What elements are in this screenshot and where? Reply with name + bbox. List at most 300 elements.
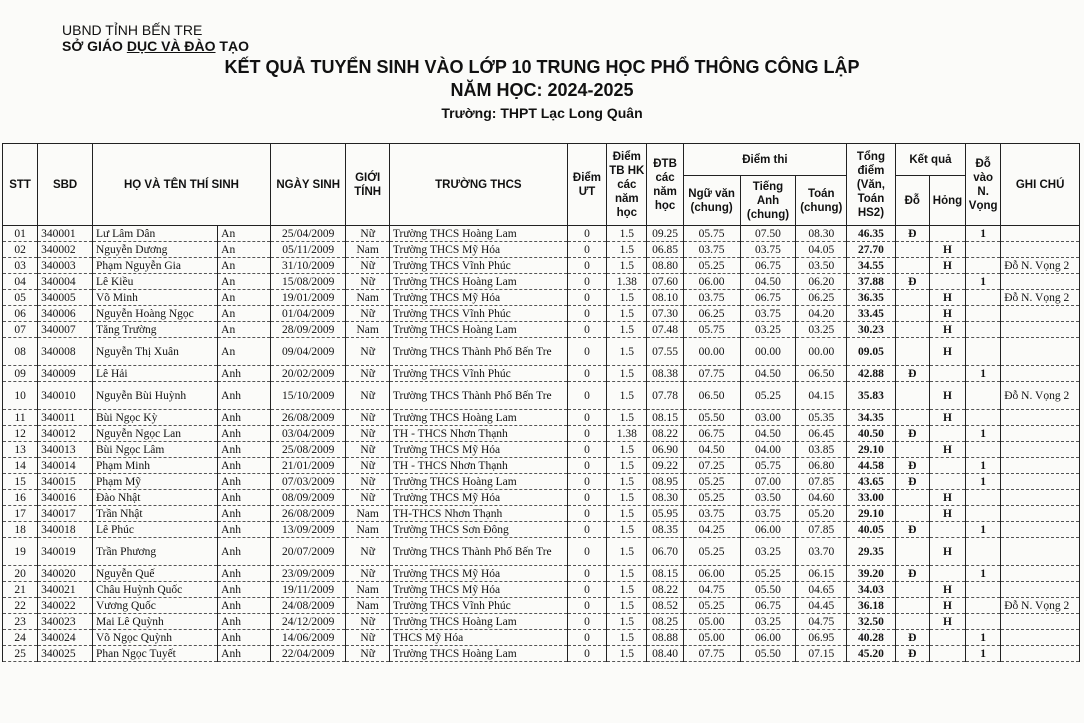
cell-van: 06.00 — [683, 274, 740, 290]
table-row — [3, 490, 1080, 506]
table-row — [3, 382, 1080, 410]
cell-dtb: 07.55 — [647, 338, 683, 366]
cell-ut: 0 — [567, 426, 606, 442]
cell-gender: Nữ — [346, 410, 389, 426]
cell-ten: Anh — [218, 490, 271, 506]
cell-nv — [966, 582, 1001, 598]
cell-school: Trường THCS Mỹ Hóa — [389, 566, 567, 582]
cell-ghichu — [1001, 274, 1080, 290]
cell-toan: 06.50 — [796, 366, 847, 382]
cell-dob: 13/09/2009 — [270, 522, 346, 538]
cell-ten: An — [218, 242, 271, 258]
cell-sbd: 340003 — [38, 258, 93, 274]
cell-school: Trường THCS Vĩnh Phúc — [389, 598, 567, 614]
table-row — [3, 226, 1080, 242]
cell-ghichu: Đỗ N. Vọng 2 — [1001, 258, 1080, 274]
cell-ho: Nguyễn Bùi Huỳnh — [93, 382, 218, 410]
cell-school: Trường THCS Vĩnh Phúc — [389, 366, 567, 382]
cell-sbd: 340013 — [38, 442, 93, 458]
cell-ten: Anh — [218, 426, 271, 442]
cell-hong — [929, 566, 965, 582]
cell-tbhk: 1.5 — [607, 226, 647, 242]
table-row — [3, 506, 1080, 522]
cell-stt: 17 — [3, 506, 38, 522]
cell-ut: 0 — [567, 506, 606, 522]
cell-tong: 34.35 — [847, 410, 896, 426]
cell-ten: Anh — [218, 598, 271, 614]
cell-gender: Nữ — [346, 366, 389, 382]
cell-ut: 0 — [567, 226, 606, 242]
cell-hong: H — [929, 538, 965, 566]
cell-tbhk: 1.5 — [607, 338, 647, 366]
cell-do — [895, 322, 929, 338]
cell-anh: 03.25 — [740, 538, 796, 566]
cell-ten: An — [218, 274, 271, 290]
cell-van: 05.75 — [683, 322, 740, 338]
cell-ho: Lê Phúc — [93, 522, 218, 538]
cell-ut: 0 — [567, 322, 606, 338]
cell-do — [895, 306, 929, 322]
cell-tbhk: 1.5 — [607, 366, 647, 382]
cell-sbd: 340001 — [38, 226, 93, 242]
cell-dtb: 08.10 — [647, 290, 683, 306]
cell-hong: H — [929, 582, 965, 598]
cell-school: Trường THCS Hoàng Lam — [389, 322, 567, 338]
cell-school: Trường THCS Mỹ Hóa — [389, 490, 567, 506]
cell-dob: 19/11/2009 — [270, 582, 346, 598]
cell-anh: 03.25 — [740, 322, 796, 338]
cell-sbd: 340009 — [38, 366, 93, 382]
cell-do — [895, 382, 929, 410]
cell-gender: Nam — [346, 598, 389, 614]
cell-toan: 06.15 — [796, 566, 847, 582]
cell-ghichu — [1001, 442, 1080, 458]
cell-ghichu — [1001, 614, 1080, 630]
cell-ho: Võ Ngọc Quỳnh — [93, 630, 218, 646]
cell-sbd: 340002 — [38, 242, 93, 258]
cell-gender: Nữ — [346, 306, 389, 322]
cell-ghichu — [1001, 582, 1080, 598]
cell-toan: 04.20 — [796, 306, 847, 322]
cell-sbd: 340020 — [38, 566, 93, 582]
cell-van: 07.25 — [683, 458, 740, 474]
cell-sbd: 340015 — [38, 474, 93, 490]
cell-anh: 00.00 — [740, 338, 796, 366]
cell-ut: 0 — [567, 306, 606, 322]
cell-anh: 04.50 — [740, 274, 796, 290]
cell-sbd: 340022 — [38, 598, 93, 614]
cell-tbhk: 1.5 — [607, 458, 647, 474]
cell-ten: Anh — [218, 410, 271, 426]
school-year: NĂM HỌC: 2024-2025 — [450, 80, 634, 100]
cell-tbhk: 1.5 — [607, 306, 647, 322]
cell-do — [895, 258, 929, 274]
cell-nv — [966, 598, 1001, 614]
cell-ho: Lê Kiều — [93, 274, 218, 290]
cell-tong: 44.58 — [847, 458, 896, 474]
cell-sbd: 340017 — [38, 506, 93, 522]
cell-stt: 21 — [3, 582, 38, 598]
cell-stt: 11 — [3, 410, 38, 426]
cell-ut: 0 — [567, 474, 606, 490]
cell-dob: 09/04/2009 — [270, 338, 346, 366]
cell-dtb: 08.52 — [647, 598, 683, 614]
cell-sbd: 340014 — [38, 458, 93, 474]
cell-hong: H — [929, 410, 965, 426]
cell-toan: 03.50 — [796, 258, 847, 274]
cell-dtb: 08.25 — [647, 614, 683, 630]
cell-ten: Anh — [218, 614, 271, 630]
cell-dtb: 09.22 — [647, 458, 683, 474]
cell-ghichu — [1001, 306, 1080, 322]
cell-hong — [929, 522, 965, 538]
cell-dtb: 08.15 — [647, 410, 683, 426]
cell-school: Trường THCS Thành Phố Bến Tre — [389, 338, 567, 366]
cell-school: Trường THCS Mỹ Hóa — [389, 442, 567, 458]
cell-ten: Anh — [218, 522, 271, 538]
cell-ho: Phan Ngọc Tuyết — [93, 646, 218, 662]
cell-ghichu — [1001, 322, 1080, 338]
table-row — [3, 458, 1080, 474]
cell-ho: Châu Huỳnh Quốc — [93, 582, 218, 598]
cell-anh: 07.00 — [740, 474, 796, 490]
table-row — [3, 290, 1080, 306]
cell-ten: An — [218, 338, 271, 366]
cell-van: 07.75 — [683, 366, 740, 382]
cell-hong: H — [929, 506, 965, 522]
cell-ho: Võ Minh — [93, 290, 218, 306]
cell-dtb: 08.35 — [647, 522, 683, 538]
cell-tbhk: 1.5 — [607, 490, 647, 506]
cell-ten: Anh — [218, 506, 271, 522]
cell-gender: Nữ — [346, 614, 389, 630]
cell-school: TH - THCS Nhơn Thạnh — [389, 458, 567, 474]
cell-stt: 23 — [3, 614, 38, 630]
cell-school: Trường THCS Thành Phố Bến Tre — [389, 538, 567, 566]
cell-do: Đ — [895, 474, 929, 490]
cell-hong: H — [929, 322, 965, 338]
cell-tbhk: 1.5 — [607, 646, 647, 662]
cell-stt: 15 — [3, 474, 38, 490]
cell-dtb: 08.22 — [647, 582, 683, 598]
cell-hong — [929, 630, 965, 646]
col-do-vao: Đỗ vào N. Vọng — [966, 144, 1001, 226]
cell-tong: 27.70 — [847, 242, 896, 258]
cell-dob: 05/11/2009 — [270, 242, 346, 258]
cell-tong: 39.20 — [847, 566, 896, 582]
cell-anh: 03.75 — [740, 506, 796, 522]
cell-ghichu — [1001, 338, 1080, 366]
table-row — [3, 306, 1080, 322]
cell-van: 06.00 — [683, 566, 740, 582]
cell-school: TH - THCS Nhơn Thạnh — [389, 426, 567, 442]
col-ket-qua: Kết quả — [895, 144, 965, 176]
cell-ho: Lư Lâm Dân — [93, 226, 218, 242]
cell-ghichu — [1001, 366, 1080, 382]
cell-tong: 36.18 — [847, 598, 896, 614]
cell-do — [895, 598, 929, 614]
cell-toan: 06.80 — [796, 458, 847, 474]
cell-anh: 05.50 — [740, 582, 796, 598]
cell-ho: Phạm Minh — [93, 458, 218, 474]
cell-anh: 04.00 — [740, 442, 796, 458]
cell-tong: 30.23 — [847, 322, 896, 338]
table-row — [3, 630, 1080, 646]
results-body — [3, 226, 1080, 662]
cell-anh: 03.75 — [740, 306, 796, 322]
cell-do: Đ — [895, 226, 929, 242]
cell-do — [895, 490, 929, 506]
cell-anh: 05.75 — [740, 458, 796, 474]
cell-stt: 20 — [3, 566, 38, 582]
cell-anh: 06.00 — [740, 630, 796, 646]
cell-stt: 25 — [3, 646, 38, 662]
table-row — [3, 366, 1080, 382]
cell-school: Trường THCS Mỹ Hóa — [389, 242, 567, 258]
table-row — [3, 538, 1080, 566]
cell-ut: 0 — [567, 566, 606, 582]
cell-ten: An — [218, 322, 271, 338]
cell-do — [895, 538, 929, 566]
cell-nv — [966, 338, 1001, 366]
school-name: Trường: THPT Lạc Long Quân — [441, 105, 643, 121]
table-row — [3, 442, 1080, 458]
col-diem-thi: Điểm thi — [683, 144, 846, 176]
cell-gender: Nữ — [346, 274, 389, 290]
cell-school: Trường THCS Hoàng Lam — [389, 614, 567, 630]
cell-gender: Nữ — [346, 490, 389, 506]
cell-ho: Phạm Mỹ — [93, 474, 218, 490]
cell-ho: Nguyễn Hoàng Ngọc — [93, 306, 218, 322]
cell-do — [895, 582, 929, 598]
cell-ghichu — [1001, 426, 1080, 442]
cell-ten: Anh — [218, 582, 271, 598]
cell-stt: 18 — [3, 522, 38, 538]
cell-tong: 29.10 — [847, 506, 896, 522]
cell-gender: Nữ — [346, 382, 389, 410]
cell-ghichu: Đỗ N. Vọng 2 — [1001, 290, 1080, 306]
cell-ghichu — [1001, 410, 1080, 426]
table-row — [3, 646, 1080, 662]
cell-gender: Nữ — [346, 566, 389, 582]
cell-nv: 1 — [966, 522, 1001, 538]
cell-hong: H — [929, 242, 965, 258]
cell-gender: Nữ — [346, 426, 389, 442]
cell-stt: 24 — [3, 630, 38, 646]
cell-tbhk: 1.5 — [607, 522, 647, 538]
cell-ghichu — [1001, 538, 1080, 566]
cell-sbd: 340007 — [38, 322, 93, 338]
department-name — [62, 38, 249, 54]
cell-sbd: 340021 — [38, 582, 93, 598]
cell-ghichu — [1001, 566, 1080, 582]
cell-stt: 02 — [3, 242, 38, 258]
cell-ut: 0 — [567, 646, 606, 662]
cell-school: Trường THCS Hoàng Lam — [389, 474, 567, 490]
cell-ten: Anh — [218, 630, 271, 646]
cell-do — [895, 506, 929, 522]
cell-stt: 07 — [3, 322, 38, 338]
cell-van: 07.75 — [683, 646, 740, 662]
cell-hong — [929, 458, 965, 474]
cell-dob: 07/03/2009 — [270, 474, 346, 490]
cell-do: Đ — [895, 630, 929, 646]
col-dtb: ĐTB các năm học — [647, 144, 683, 226]
cell-van: 05.25 — [683, 474, 740, 490]
cell-ho: Lê Hải — [93, 366, 218, 382]
cell-gender: Nữ — [346, 538, 389, 566]
col-do: Đỗ — [895, 176, 929, 226]
cell-gender: Nữ — [346, 630, 389, 646]
cell-tong: 34.55 — [847, 258, 896, 274]
cell-anh: 06.00 — [740, 522, 796, 538]
cell-ghichu — [1001, 506, 1080, 522]
cell-dob: 14/06/2009 — [270, 630, 346, 646]
cell-ut: 0 — [567, 242, 606, 258]
cell-toan: 04.75 — [796, 614, 847, 630]
cell-tong: 46.35 — [847, 226, 896, 242]
cell-nv: 1 — [966, 646, 1001, 662]
cell-ut: 0 — [567, 490, 606, 506]
cell-ut: 0 — [567, 538, 606, 566]
cell-stt: 01 — [3, 226, 38, 242]
cell-anh: 06.75 — [740, 258, 796, 274]
table-row — [3, 614, 1080, 630]
cell-school: Trường THCS Vĩnh Phúc — [389, 306, 567, 322]
cell-ghichu — [1001, 646, 1080, 662]
cell-do: Đ — [895, 274, 929, 290]
cell-gender: Nữ — [346, 442, 389, 458]
cell-school: Trường THCS Vĩnh Phúc — [389, 258, 567, 274]
cell-toan: 04.15 — [796, 382, 847, 410]
cell-ten: An — [218, 290, 271, 306]
cell-tbhk: 1.5 — [607, 582, 647, 598]
cell-dob: 15/10/2009 — [270, 382, 346, 410]
cell-nv — [966, 306, 1001, 322]
col-hong: Hỏng — [929, 176, 965, 226]
cell-van: 06.75 — [683, 426, 740, 442]
cell-gender: Nam — [346, 582, 389, 598]
cell-dtb: 07.30 — [647, 306, 683, 322]
cell-ten: An — [218, 226, 271, 242]
cell-school: Trường THCS Hoàng Lam — [389, 226, 567, 242]
col-ut: Điểm ƯT — [567, 144, 606, 226]
cell-nv: 1 — [966, 366, 1001, 382]
cell-dtb: 07.60 — [647, 274, 683, 290]
cell-ghichu: Đỗ N. Vọng 2 — [1001, 382, 1080, 410]
cell-dob: 20/07/2009 — [270, 538, 346, 566]
cell-nv: 1 — [966, 630, 1001, 646]
cell-hong — [929, 646, 965, 662]
cell-anh: 03.75 — [740, 242, 796, 258]
cell-stt: 09 — [3, 366, 38, 382]
cell-gender: Nữ — [346, 338, 389, 366]
cell-nv — [966, 490, 1001, 506]
cell-van: 05.25 — [683, 598, 740, 614]
cell-do — [895, 290, 929, 306]
cell-van: 00.00 — [683, 338, 740, 366]
cell-stt: 12 — [3, 426, 38, 442]
cell-tong: 29.35 — [847, 538, 896, 566]
department-name-part3: TẠO — [215, 38, 249, 54]
cell-toan: 07.85 — [796, 522, 847, 538]
cell-nv — [966, 442, 1001, 458]
cell-anh: 03.00 — [740, 410, 796, 426]
cell-sbd: 340010 — [38, 382, 93, 410]
cell-van: 05.75 — [683, 226, 740, 242]
col-stt: STT — [3, 144, 38, 226]
table-row — [3, 242, 1080, 258]
cell-dob: 31/10/2009 — [270, 258, 346, 274]
cell-dob: 22/04/2009 — [270, 646, 346, 662]
cell-gender: Nam — [346, 522, 389, 538]
cell-tbhk: 1.5 — [607, 506, 647, 522]
cell-hong: H — [929, 306, 965, 322]
cell-tong: 45.20 — [847, 646, 896, 662]
cell-ten: Anh — [218, 566, 271, 582]
cell-dob: 24/12/2009 — [270, 614, 346, 630]
cell-tbhk: 1.38 — [607, 274, 647, 290]
cell-van: 04.75 — [683, 582, 740, 598]
cell-nv — [966, 242, 1001, 258]
cell-dtb: 08.38 — [647, 366, 683, 382]
cell-hong — [929, 274, 965, 290]
cell-sbd: 340023 — [38, 614, 93, 630]
cell-toan: 07.15 — [796, 646, 847, 662]
cell-dtb: 08.15 — [647, 566, 683, 582]
cell-dob: 01/04/2009 — [270, 306, 346, 322]
cell-nv — [966, 382, 1001, 410]
cell-tbhk: 1.5 — [607, 614, 647, 630]
col-ghi-chu: GHI CHÚ — [1001, 144, 1080, 226]
cell-van: 04.25 — [683, 522, 740, 538]
cell-ut: 0 — [567, 630, 606, 646]
cell-ghichu — [1001, 458, 1080, 474]
cell-van: 06.50 — [683, 382, 740, 410]
cell-dob: 25/08/2009 — [270, 442, 346, 458]
cell-van: 03.75 — [683, 506, 740, 522]
cell-stt: 06 — [3, 306, 38, 322]
cell-dtb: 08.30 — [647, 490, 683, 506]
cell-dob: 03/04/2009 — [270, 426, 346, 442]
cell-ghichu — [1001, 242, 1080, 258]
col-school: TRƯỜNG THCS — [389, 144, 567, 226]
cell-dob: 28/09/2009 — [270, 322, 346, 338]
cell-tong: 29.10 — [847, 442, 896, 458]
cell-do — [895, 410, 929, 426]
cell-stt: 05 — [3, 290, 38, 306]
cell-ut: 0 — [567, 410, 606, 426]
cell-do: Đ — [895, 458, 929, 474]
cell-tbhk: 1.5 — [607, 538, 647, 566]
cell-nv — [966, 538, 1001, 566]
cell-tong: 34.03 — [847, 582, 896, 598]
cell-ho: Mai Lê Quỳnh — [93, 614, 218, 630]
cell-dob: 23/09/2009 — [270, 566, 346, 582]
cell-sbd: 340011 — [38, 410, 93, 426]
cell-stt: 22 — [3, 598, 38, 614]
cell-school: Trường THCS Hoàng Lam — [389, 274, 567, 290]
cell-tbhk: 1.5 — [607, 290, 647, 306]
cell-ho: Nguyễn Thị Xuân — [93, 338, 218, 366]
cell-hong: H — [929, 614, 965, 630]
cell-school: Trường THCS Hoàng Lam — [389, 410, 567, 426]
cell-tong: 32.50 — [847, 614, 896, 630]
cell-nv: 1 — [966, 426, 1001, 442]
cell-hong — [929, 474, 965, 490]
cell-ho: Vương Quốc — [93, 598, 218, 614]
cell-dob: 19/01/2009 — [270, 290, 346, 306]
